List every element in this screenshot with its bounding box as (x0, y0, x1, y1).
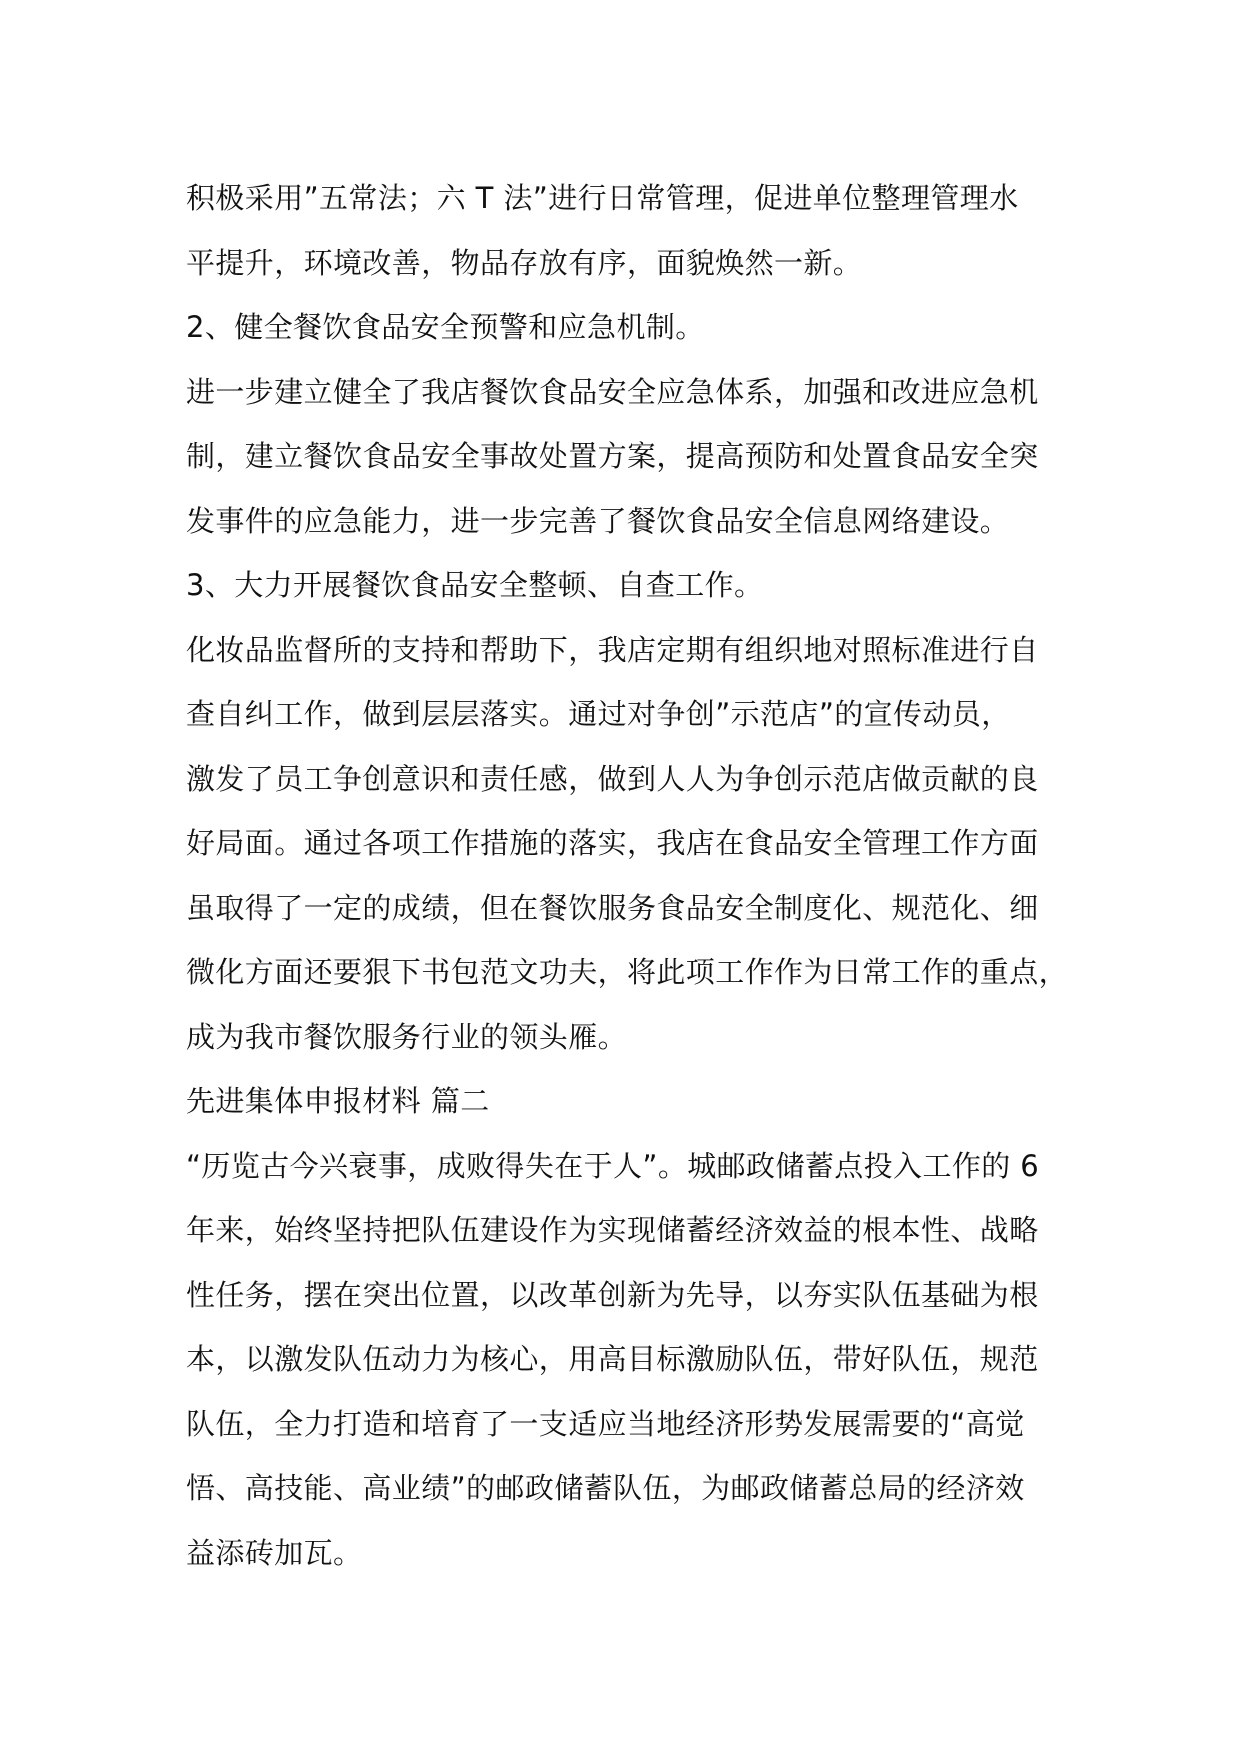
text-line: 制，建立餐饮食品安全事故处置方案，提高预防和处置食品安全突 (186, 439, 1039, 473)
text-line: 好局面。通过各项工作措施的落实，我店在食品安全管理工作方面 (186, 826, 1039, 860)
section-heading: 3、大力开展餐饮食品安全整顿、自查工作。 (186, 568, 764, 602)
text-line: 年来，始终坚持把队伍建设作为实现储蓄经济效益的根本性、战略 (186, 1213, 1039, 1247)
text-line: 进一步建立健全了我店餐饮食品安全应急体系，加强和改进应急机 (186, 374, 1039, 409)
text-line: 队伍，全力打造和培育了一支适应当地经济形势发展需要的“高觉 (186, 1406, 1025, 1441)
text-line: 虽取得了一定的成绩，但在餐饮服务食品安全制度化、规范化、细 (186, 890, 1039, 925)
text-line: 微化方面还要狠下书包范文功夫，将此项工作作为日常工作的重点， (186, 955, 1069, 989)
text-line: 性任务，摆在突出位置，以改革创新为先导，以夯实队伍基础为根 (186, 1277, 1039, 1312)
text-line: 悟、高技能、高业绩”的邮政储蓄队伍，为邮政储蓄总局的经济效 (186, 1471, 1025, 1505)
article-title: 先进集体申报材料 篇二 (186, 1084, 490, 1118)
text-line: “历览古今兴衰事，成败得失在于人”。城邮政储蓄点投入工作的 6 (186, 1148, 1040, 1183)
section-heading: 2、健全餐饮食品安全预警和应急机制。 (186, 310, 705, 344)
text-line: 激发了员工争创意识和责任感，做到人人为争创示范店做贡献的良 (186, 761, 1039, 796)
text-line: 查自纠工作，做到层层落实。通过对争创”示范店”的宣传动员， (186, 697, 1011, 731)
text-line: 本，以激发队伍动力为核心，用高目标激励队伍，带好队伍，规范 (186, 1342, 1039, 1376)
text-line: 积极采用”五常法；六 T 法”进行日常管理，促进单位整理管理水 (186, 181, 1019, 215)
document-body (186, 166, 1069, 1585)
text-line: 化妆品监督所的支持和帮助下，我店定期有组织地对照标准进行自 (186, 632, 1039, 667)
text-line: 发事件的应急能力，进一步完善了餐饮食品安全信息网络建设。 (186, 503, 1010, 538)
text-line: 益添砖加瓦。 (186, 1535, 363, 1570)
text-line: 平提升，环境改善，物品存放有序，面貌焕然一新。 (186, 245, 863, 280)
text-line: 成为我市餐饮服务行业的领头雁。 (186, 1019, 628, 1054)
